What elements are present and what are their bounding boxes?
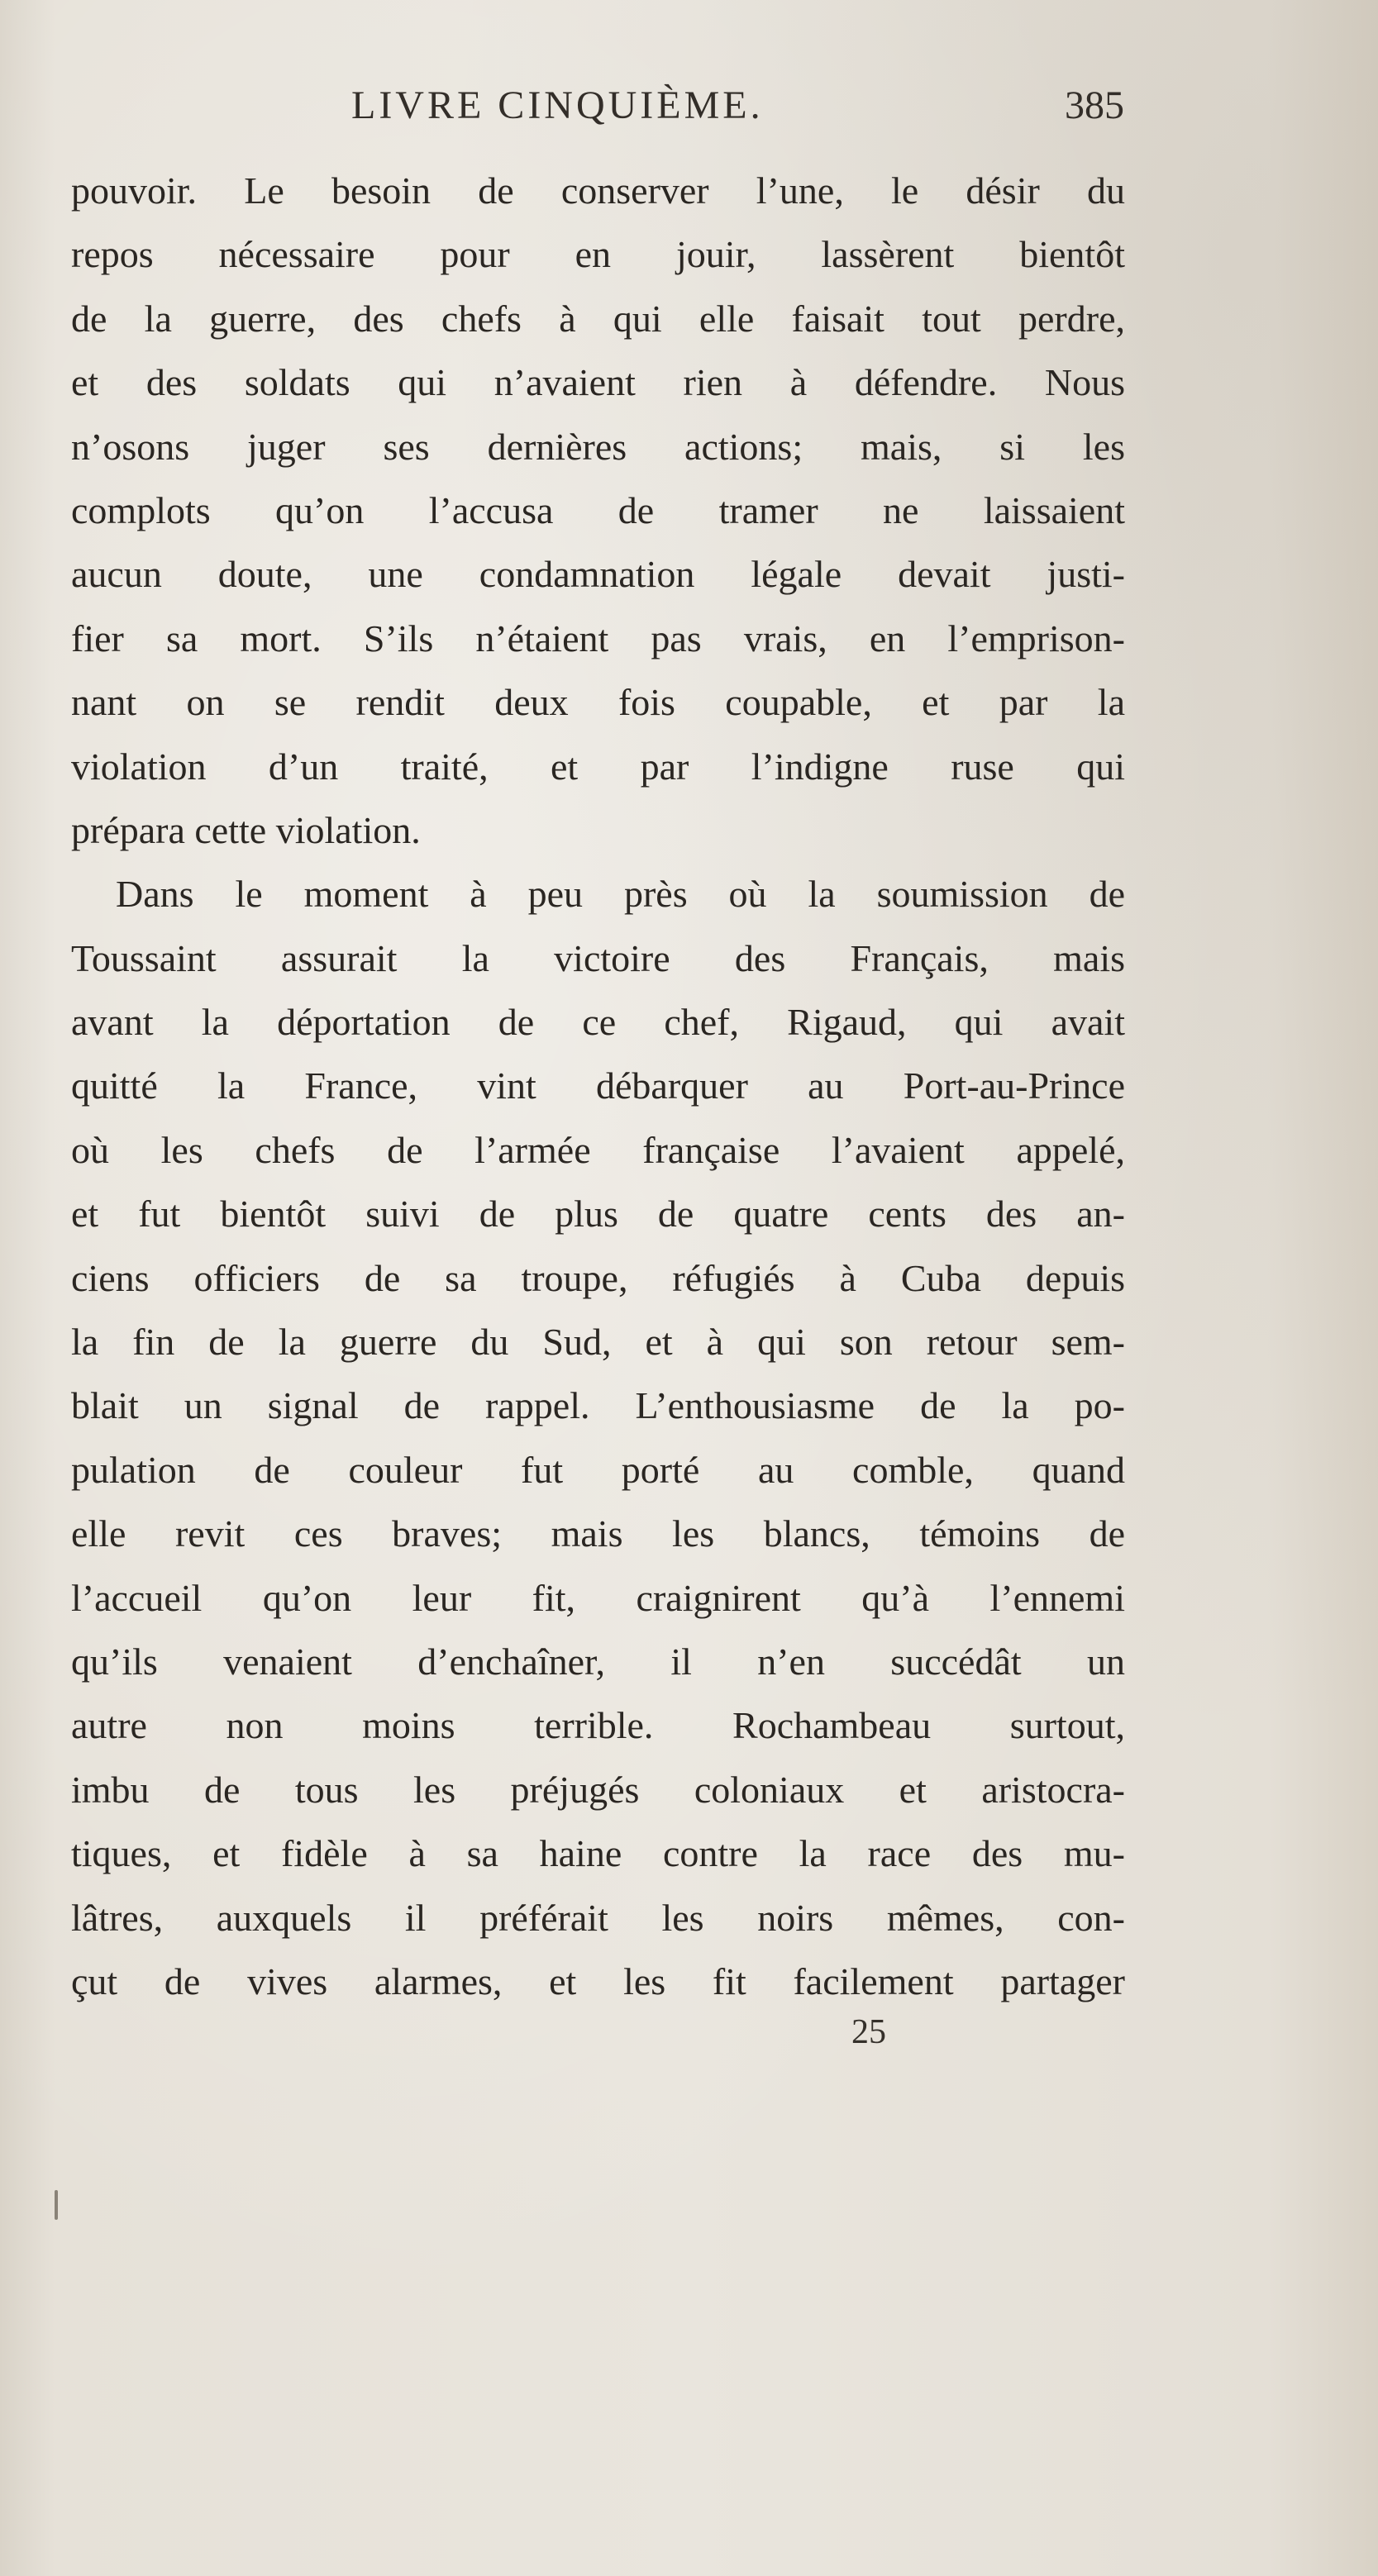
text-line: repos nécessaire pour en jouir, lassèrent bientôt <box>71 233 1125 276</box>
body-text <box>71 159 1125 2013</box>
text-line: complots qu’on l’accusa de tramer ne laissaient <box>71 488 1125 531</box>
text-line: aucun doute, une condamnation légale devait justi- <box>71 553 1125 596</box>
text-line: autre non moins terrible. Rochambeau surtout, <box>71 1704 1125 1747</box>
text-line: nant on se rendit deux fois coupable, et par la <box>71 681 1125 724</box>
text-line: Dans le moment à peu près où la soumission de <box>116 873 1125 916</box>
margin-mark <box>55 2190 58 2220</box>
page-number: 385 <box>1065 83 1124 127</box>
text-line: où les chefs de l’armée française l’avaient appelé, <box>71 1128 1125 1171</box>
text-line: prépara cette violation. <box>71 808 421 851</box>
text-line: çut de vives alarmes, et les fit facilement partager <box>71 1959 1125 2002</box>
running-head: LIVRE CINQUIÈME. <box>351 83 764 127</box>
text-line: avant la déportation de ce chef, Rigaud, qui avait <box>71 1001 1125 1044</box>
text-line: Toussaint assurait la victoire des Français, mais <box>71 936 1125 979</box>
text-line: qu’ils venaient d’enchaîner, il n’en succédât un <box>71 1640 1125 1683</box>
paragraph <box>71 862 1125 2013</box>
text-line: pouvoir. Le besoin de conserver l’une, le désir du <box>71 169 1125 212</box>
text-line: ciens officiers de sa troupe, réfugiés à Cuba depuis <box>71 1256 1125 1299</box>
text-line: l’accueil qu’on leur fit, craignirent qu’à l’ennemi <box>71 1576 1125 1619</box>
text-line: imbu de tous les préjugés coloniaux et aristocra- <box>71 1768 1125 1811</box>
text-line: blait un signal de rappel. L’enthousiasme de la po- <box>71 1384 1125 1427</box>
text-line: elle revit ces braves; mais les blancs, témoins de <box>71 1512 1125 1555</box>
text-line: de la guerre, des chefs à qui elle faisait tout perdre, <box>71 297 1125 340</box>
text-line: la fin de la guerre du Sud, et à qui son retour sem- <box>71 1321 1125 1364</box>
text-line: fier sa mort. S’ils n’étaient pas vrais, en l’emprison- <box>71 617 1125 659</box>
text-line: et fut bientôt suivi de plus de quatre cents des an- <box>71 1193 1125 1236</box>
paragraph <box>71 159 1125 862</box>
page-header <box>74 83 1124 140</box>
text-line: quitté la France, vint débarquer au Port-au-Prince <box>71 1064 1125 1107</box>
text-line: n’osons juger ses dernières actions; mais, si les <box>71 425 1125 468</box>
text-line: pulation de couleur fut porté au comble, quand <box>71 1448 1125 1491</box>
text-line: violation d’un traité, et par l’indigne ruse qui <box>71 745 1125 788</box>
text-line: lâtres, auxquels il préférait les noirs mêmes, con- <box>71 1896 1125 1939</box>
text-line: tiques, et fidèle à sa haine contre la race des mu- <box>71 1832 1125 1875</box>
signature-mark: 25 <box>851 2013 886 2051</box>
text-line: et des soldats qui n’avaient rien à défendre. Nous <box>71 361 1125 404</box>
